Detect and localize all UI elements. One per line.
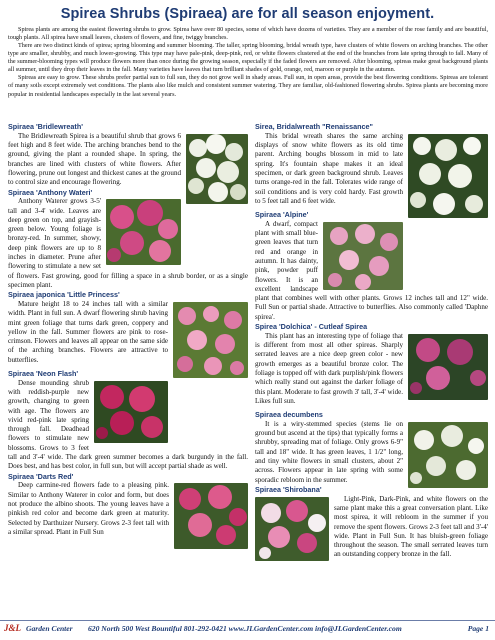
page-title: Spirea Shrubs (Spiraea) are for all season enjoyment. (60, 6, 435, 22)
decumbens-photo (408, 422, 488, 488)
intro-paragraph: There are two distinct kinds of spirea; spring blooming and summer blooming. The taller, spring blooming, bridal wreath type, have clusters of white flowers on arching branches. The other type are smaller, shrubby, and much lower-growing. This type may have pale-pink, deep-pink, red, or white flowers clustered at the end of the branches from late spring through to fall. Many of the summer-blooming types will produce flowers more than once during the growing season, especially if the faded flowers are removed. After blooming, spireas make great background plants all summer, until they drop their leaves in the fall. Many varieties have leaves that turn brilliant shades of gold, orange, red, maroon or purple in the autumn. (8, 42, 488, 74)
plant-name: Spiraea 'Alpine' (255, 210, 309, 220)
plant-name: Spiraea decumbens (255, 410, 323, 420)
plant-description: Mature height 18 to 24 inches tall with a similar width. Plant in full sun. A dwarf flowering shrub having mint green foliage that turns dark green, coppery and yellow in the fall. Summer flowers are pink to rose-crimson. Flowers and leaves all appear on the same side of the arching branches. Flowers are attractive to butterflies. (8, 299, 168, 364)
plant-entry-decumbens (255, 410, 488, 485)
plant-entry-renaissance (255, 122, 488, 206)
plant-name: Spiraea 'Neon Flash' (8, 368, 79, 378)
page-number: Page 1 (467, 624, 489, 633)
jl-logo: J&L (4, 623, 21, 633)
plant-entry-bridlewreath (8, 122, 248, 188)
plant-entry-dolchica (255, 322, 488, 406)
intro-paragraph: Spireas are easy to grow. These shrubs prefer partial sun to full sun, they do not grow well in shady areas. Full sun, in open areas, provide the best flowering conditions. Spireas are tolerant of many soils except extremely wet conditions. The plants also like mulch and consistent summer watering. They are familiar, old-fashioned flowering shrubs. Spirea plants are becoming more popular in residential landscapes especially in the last several years. (8, 74, 488, 98)
darts-red-photo (174, 483, 248, 549)
intro-paragraph: Spirea plants are among the easiest flowering shrubs to grow. Spirea have over 80 species, some of which have dozens of varieties. They are a member of the rose family and are beautiful, tough plants. All spirea have small leaves, clusters of flowers, and fine, twiggy branches. (8, 26, 488, 42)
left-column (8, 122, 248, 552)
plant-name: Spiraea 'Shirobana' (255, 484, 322, 494)
anthony-wateri-photo (106, 199, 181, 265)
shirobana-photo (255, 497, 329, 561)
renaissance-photo (408, 134, 488, 218)
plant-description: This plant has an interesting type of foliage that is different from most all other spireas. Sharply serrated leaves are a nice deep green color - new growth emerges as a beautiful bronze color. The foliage is topped off with dark purplish/pink flowers which really stand out against the darker foliage of this plant. Moderate to fast growth 3' tall, 3'-4' wide. Likes full sun. (255, 331, 403, 405)
plant-name: Spiraea 'Anthony Wateri' (8, 187, 93, 197)
contact-info: 620 North 500 West Bountiful 801-292-0421 www.JLGardenCenter.com info@JLGardenCenter.com (88, 624, 402, 633)
plant-entry-little-princess (8, 290, 248, 365)
plant-description: Anthony Waterer grows 3-5' tall and 3-4' wide. Leaves are deep green on top, and grayish-green below. Young foliage is bronzy-red. In summer, showy, deep pink flowers are up to 8 inches in diameter. Prune after flowering to stimulate a new set of flowers. Fast growing, good for filling a space in a shrub border, or as a single specimen plant. (8, 197, 248, 289)
plant-entry-alpine (255, 210, 488, 322)
plant-description: This bridal wreath shares the same arching displays of snow white flowers as its old time parent. Arching boughs blossom in mid to late spring. It's fountain shape makes it an ideal specimen, or dark green background shrub. Leaves turns orange-red in the fall. Tolerates wide range of soil conditions and is very cold hardy. Fast growth to 5 feet tall and 6 feet wide. (255, 131, 403, 205)
neon-flash-photo (94, 381, 168, 443)
page-footer (0, 620, 495, 636)
plant-entry-darts-red (8, 472, 248, 538)
bridlewreath-photo (186, 134, 248, 204)
intro-text (8, 26, 488, 99)
plant-name: Spiraea 'Bridlewreath' (8, 122, 83, 131)
plant-entry-neon-flash (8, 369, 248, 472)
plant-description: Dense mounding shrub with reddish-purple new growth, changing to green with age. The flowers are vivid red-pink late spring through fall. Deadhead flowers to stimulate new blossoms. Grows to 3 feet tall and 3'-4' wide. The dark green summer becomes a dark burgundy in the fall. Does best, and has best color, in full sun, but will accept partial shade as well. (8, 378, 248, 471)
plant-description: Light-Pink, Dark-Pink, and white flowers on the same plant make this a great conversation plant. Like most spirea, it will rebloom in the summer if you remove the spent flowers. Grows 2-3 feet tall and 3'-4' wide. Plant in Full Sun. It has bluish-green foliage throughout the season. The small serrated leaves turn an outstanding coppery bronze in the fall. (334, 494, 488, 559)
plant-entry-shirobana (255, 485, 488, 560)
plant-description: It is a wiry-stemmed species (stems lie on ground but ascend at the tips) that typically forms a shrubby, spreading mat of foliage. Only grows 6-9" tall and 18" wide. It has green leaves, 1 1/2" long, and tiny white flowers in small clusters, about 2" across. Flowers appear in late spring with some sporadic rebloom in the summer. (255, 419, 403, 484)
plant-name: Spirea 'Dolchica' - Cutleaf Spirea (255, 322, 368, 332)
plant-name: Spiraea 'Darts Red' (8, 471, 74, 481)
right-column (255, 122, 488, 564)
little-princess-photo (173, 302, 248, 378)
plant-name: Spiraea japonica 'Little Princess' (8, 290, 120, 300)
plant-name: Sirea, Bridalwreath "Renaissance" (255, 122, 373, 131)
brand-name: Garden Center (26, 624, 73, 633)
plant-description: A dwarf, compact plant with small blue-green leaves that turn red and orange in autumn. It has dainty, pink, powder puff flowers. It is an excellent landscape plant that combines well with other plants. Grows 12 inches tall and 12" wide. Full Sun or partial shade. Attractive to butterflies. Also commonly called 'Daphne spirea'. (255, 219, 488, 321)
plant-description: Deep carmine-red flowers fade to a pleasing pink. Similar to Anthony Waterer in color and form, but does not produce the albino shoots. The young leaves have a pinkish red color and become dark green at maturity. Selected by Darthuizer Nursery. Grows 2-3 feet tall with a similar spread. Plant in Full Sun (8, 481, 169, 536)
dolchica-photo (408, 334, 488, 400)
alpine-photo (323, 222, 403, 290)
plant-description: The Bridlewreath Spirea is a beautiful shrub that grows 6 feet high and 8 feet wide. The arching branches bend to the ground, giving the plant a rounded shape. In spring, the branches are lined with clusters of white flowers. After flowering, prune out longest and thickest canes at the ground to control size and encourage flowering. (8, 131, 181, 187)
